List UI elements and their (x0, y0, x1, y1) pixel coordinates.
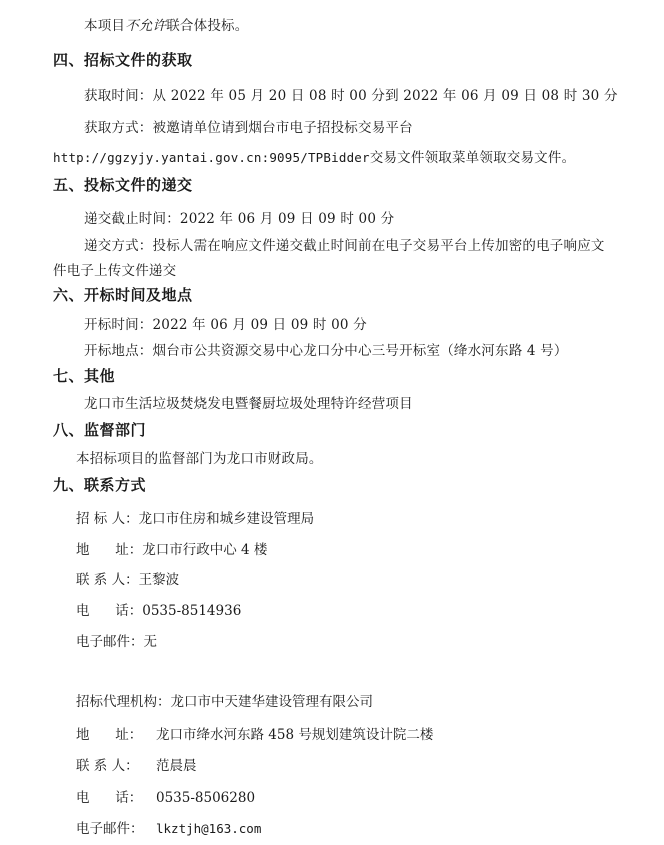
tenderer-email-value: 无 (143, 634, 157, 650)
acquisition-method-value: 被邀请单位请到烟台市电子招投标交易平台 (152, 120, 413, 136)
opening-place (84, 339, 568, 359)
section-4-heading: 四、招标文件的获取 (53, 51, 193, 69)
agency-email-label: 电子邮件： (76, 821, 144, 837)
submission-method-line-2: 件电子上传文件递交 (53, 263, 177, 279)
submission-deadline-label: 递交截止时间： (84, 211, 180, 227)
consortium-note-emphasis: 不允许 (125, 18, 167, 34)
tenderer-contact-label: 联 系 人： (76, 572, 139, 588)
agency-contact-row (76, 754, 197, 774)
tenderer-contact-row (76, 568, 179, 588)
agency-email-value[interactable]: lkztjh@163.com (156, 821, 262, 836)
agency-contact-label: 联 系 人： (76, 758, 139, 774)
platform-url-suffix: 交易文件领取菜单领取交易文件。 (369, 150, 576, 166)
submission-deadline (84, 207, 394, 227)
tenderer-phone-row (76, 599, 241, 619)
tenderer-name-value: 龙口市住房和城乡建设管理局 (138, 511, 315, 527)
tenderer-name-row (76, 507, 314, 527)
consortium-note-suffix: 联合体投标。 (166, 18, 249, 34)
platform-url[interactable]: http://ggzyjy.yantai.gov.cn:9095/TPBidder (53, 150, 370, 165)
opening-time-value: 2022 年 06 月 09 日 09 时 00 分 (152, 317, 367, 333)
agency-address-value: 龙口市绛水河东路 458 号规划建筑设计院二楼 (156, 727, 434, 743)
tenderer-address-row (76, 538, 267, 558)
acquisition-time (84, 84, 618, 104)
acquisition-time-label: 获取时间： (84, 88, 153, 104)
acquisition-method (84, 116, 413, 136)
opening-time-label: 开标时间： (84, 317, 153, 333)
consortium-note-prefix: 本项目 (84, 18, 126, 34)
submission-deadline-value: 2022 年 06 月 09 日 09 时 00 分 (179, 211, 395, 227)
submission-method-line-1: 递交方式：投标人需在响应文件递交截止时间前在电子交易平台上传加密的电子响应文 (84, 238, 605, 254)
section-6-heading: 六、开标时间及地点 (53, 286, 193, 304)
agency-name-value: 龙口市中天建华建设管理有限公司 (170, 694, 373, 710)
agency-name-label: 招标代理机构： (76, 694, 171, 710)
section-8-heading: 八、监督部门 (53, 421, 147, 439)
section-9-heading: 九、联系方式 (53, 476, 147, 494)
agency-contact-value: 范晨晨 (156, 758, 197, 774)
agency-phone-value: 0535-8506280 (156, 790, 256, 806)
agency-name-row (76, 690, 373, 710)
tenderer-contact-value: 王黎波 (138, 572, 180, 588)
agency-phone-label: 电 话： (76, 790, 143, 806)
opening-time (84, 313, 367, 333)
tenderer-phone-label: 电 话： (76, 603, 143, 619)
agency-address-row (76, 723, 433, 743)
tenderer-name-label: 招 标 人： (76, 511, 139, 527)
acquisition-time-value: 从 2022 年 05 月 20 日 08 时 00 分到 2022 年 06 月 09 日 08 时 30 分 (152, 88, 618, 104)
project-name: 龙口市生活垃圾焚烧发电暨餐厨垃圾处理特许经营项目 (84, 396, 413, 412)
tenderer-address-value: 龙口市行政中心 4 楼 (142, 542, 268, 558)
tenderer-phone-value: 0535-8514936 (142, 603, 242, 619)
tenderer-email-label: 电子邮件： (76, 634, 144, 650)
supervisor-text: 本招标项目的监督部门为龙口市财政局。 (76, 451, 323, 467)
acquisition-method-label: 获取方式： (84, 120, 153, 136)
tenderer-email-row (76, 630, 157, 650)
tenderer-address-label: 地 址： (76, 542, 143, 558)
opening-place-label: 开标地点： (84, 343, 153, 359)
platform-url-line (53, 146, 575, 166)
consortium-note (84, 14, 248, 34)
agency-phone-row (76, 786, 255, 806)
opening-place-value: 烟台市公共资源交易中心龙口分中心三号开标室（绛水河东路 4 号） (152, 343, 568, 359)
section-5-heading: 五、投标文件的递交 (53, 176, 193, 194)
agency-address-label: 地 址： (76, 727, 143, 743)
agency-email-row (76, 817, 261, 837)
section-7-heading: 七、其他 (53, 367, 116, 385)
